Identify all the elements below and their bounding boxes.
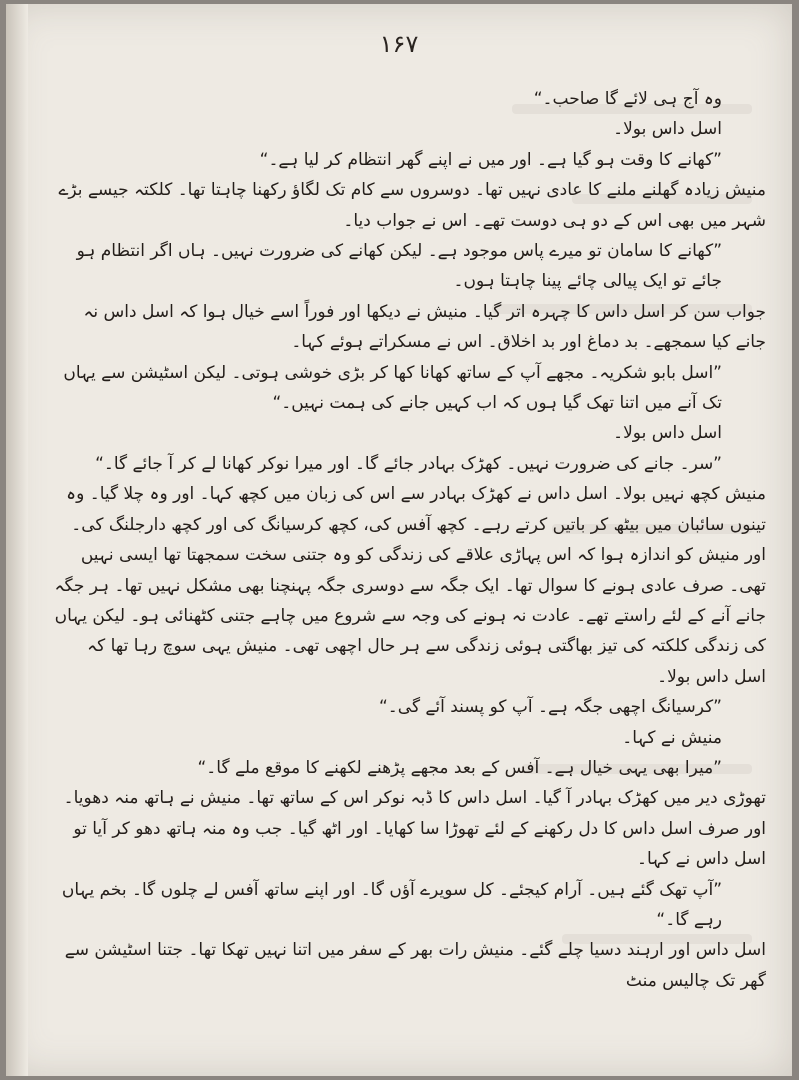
- paragraph: اسل داس اور ارہند دسیا چلے گئے۔ منیش رات بھر کے سفر میں اتنا نہیں تھکا تھا۔ جتنا اسٹیشن سے گھر تک چالیس منٹ: [64, 940, 766, 991]
- paragraph: ”کرسیانگ اچھی جگہ ہے۔ آپ کو پسند آئے گی۔“: [379, 697, 722, 718]
- page-number: ۱۶۷: [379, 30, 419, 58]
- paragraph: وہ آج ہی لائے گا صاحب۔“: [533, 89, 722, 109]
- paragraph: اسل داس بولا۔: [613, 423, 722, 444]
- paragraph: ”آپ تھک گئے ہیں۔ آرام کیجئے۔ کل سویرے آؤں گا۔ اور اپنے ساتھ آفس لے چلوں گا۔ بخم یہاں رہے گا۔“: [61, 879, 722, 930]
- paragraph: ”کھانے کا سامان تو میرے پاس موجود ہے۔ لیکن کھانے کی ضرورت نہیں۔ ہاں اگر انتظام ہو جائے تو ایک پیالی چائے پینا چاہتا ہوں۔: [76, 241, 722, 292]
- paragraph: ”میرا بھی یہی خیال ہے۔ آفس کے بعد مجھے پڑھنے لکھنے کا موقع ملے گا۔“: [197, 757, 722, 778]
- paragraph: ”کھانے کا وقت ہو گیا ہے۔ اور میں نے اپنے گھر انتظام کر لیا ہے۔“: [259, 149, 722, 170]
- document-page: [6, 4, 792, 1076]
- paragraph: تھوڑی دیر میں کھڑک بہادر آ گیا۔ اسل داس کا ڈبہ نوکر اس کے ساتھ تھا۔ منیش نے ہاتھ منہ دھویا۔ اور صرف اسل داس کا دل رکھنے کے لئے تھوڑا سا کھایا۔ اور اٹھ گیا۔ جب وہ منہ ہاتھ دھو کر آیا تو اسل داس نے کہا۔: [63, 788, 766, 870]
- body-text: [50, 84, 766, 996]
- paragraph: اسل داس بولا۔: [613, 119, 722, 140]
- paragraph: منیش نے کہا۔: [622, 727, 722, 748]
- page-spine-shadow: [6, 4, 28, 1076]
- paragraph: ”اسل بابو شکریہ۔ مجھے آپ کے ساتھ کھانا کھا کر بڑی خوشی ہوتی۔ لیکن اسٹیشن سے یہاں تک آنے میں اتنا تھک گیا ہوں کہ اب کہیں جانے کی ہمت نہیں۔“: [63, 362, 722, 414]
- paragraph: جواب سن کر اسل داس کا چہرہ اتر گیا۔ منیش نے دیکھا اور فوراً اسے خیال ہوا کہ اسل داس نہ جانے کیا سمجھے۔ بد دماغ اور بد اخلاق۔ اس نے مسکراتے ہوئے کہا۔: [83, 301, 766, 353]
- paragraph: منیش زیادہ گھلنے ملنے کا عادی نہیں تھا۔ دوسروں سے کام تک لگاؤ رکھنا چاہتا تھا۔ کلکتہ جیسے بڑے شہر میں بھی اس کے دو ہی دوست تھے۔ اس نے جواب دیا۔: [58, 180, 766, 231]
- paragraph: ”سر۔ جانے کی ضرورت نہیں۔ کھڑک بہادر جائے گا۔ اور میرا نوکر کھانا لے کر آ جائے گا۔“: [95, 453, 722, 474]
- paragraph: منیش کچھ نہیں بولا۔ اسل داس نے کھڑک بہادر سے اس کی زبان میں کچھ کہا۔ اور وہ چلا گیا۔ وہ تینوں سائبان میں بیٹھ کر باتیں کرتے رہے۔ کچھ آفس کی، کچھ کرسیانگ کی اور کچھ دارجلنگ کی۔ اور منیش کو اندازہ ہوا کہ اس پہاڑی علاقے کی زندگی کو وہ جتنی سخت سمجھتا تھا ایسی نہیں تھی۔ صرف عادی ہونے کا سوال تھا۔ ایک جگہ سے دوسری جگہ پہنچنا بھی مشکل نہیں تھا۔ ہر جگہ جانے آنے کے لئے راستے تھے۔ عادت نہ ہونے کی وجہ سے شروع میں چاہے جتنی کٹھنائی ہو۔ لیکن یہاں کی زندگی کلکتہ کی تیز بھاگتی ہوئی زندگی سے ہر حال اچھی تھی۔ منیش یہی سوچ رہا تھا کہ اسل داس بولا۔: [54, 484, 766, 687]
